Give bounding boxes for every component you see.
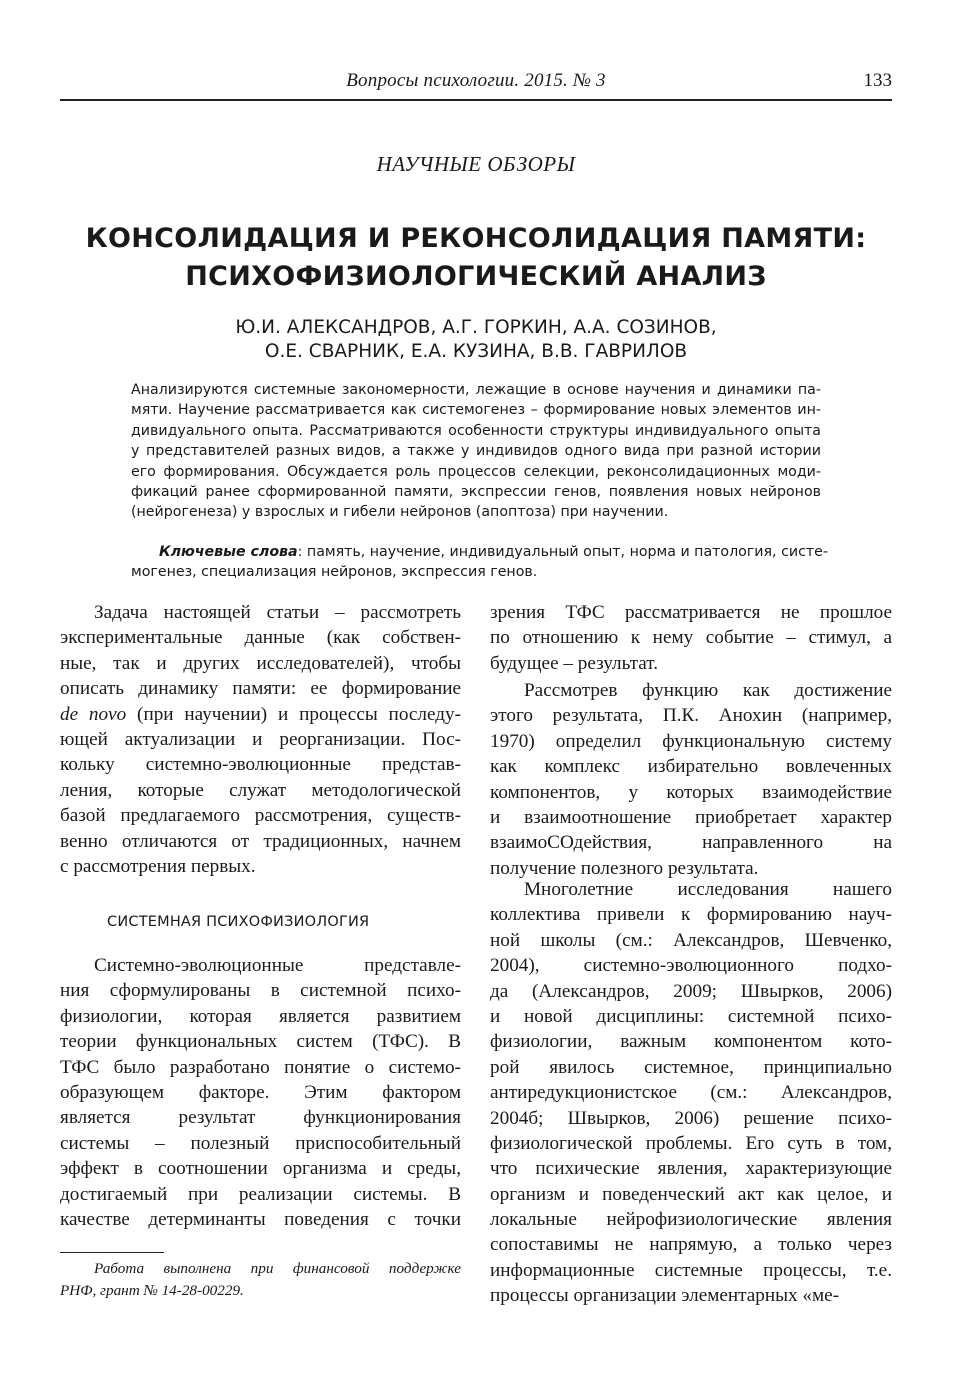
authors-line: О.Е. СВАРНИК, Е.А. КУЗИНА, В.В. ГАВРИЛОВ (264, 341, 688, 362)
text-line: базой предлагаемого рассмотрения, существ- (60, 805, 461, 827)
text-line: и новой дисциплины: системной психо- (490, 1005, 892, 1027)
text-line: сопоставимы не напрямую, а только через (490, 1234, 892, 1256)
text-line: экспериментальные данные (как собствен- (60, 627, 461, 649)
keywords-line (131, 542, 829, 562)
text-line: физиологической проблемы. Его суть в том, (490, 1132, 892, 1154)
text-line: с рассмотрения первых. (60, 855, 256, 877)
latin-term: de novo (60, 703, 127, 725)
text-line: рой явилось системное, принципиально (490, 1056, 892, 1078)
journal-title: Вопросы психологии. 2015. № 3 (346, 70, 606, 91)
text-line: зрения ТФС рассматривается не прошлое (490, 602, 892, 623)
keywords-line: могенез, специализация нейронов, экспрессия генов. (131, 564, 538, 581)
footnote-rule (60, 1252, 164, 1253)
abstract (131, 380, 821, 523)
text-line: достигаемый при реализации системы. В (60, 1183, 461, 1205)
text-line: ные, так и других исследователей), чтобы (60, 652, 461, 674)
text-line: физиологии, важным компонентом кото- (490, 1031, 892, 1053)
right-paragraph-2 (490, 678, 892, 881)
abstract-line: фикаций ранее сформированной памяти, экспрессии генов, появления новых нейронов (131, 484, 821, 501)
text-line: качестве детерминанты поведения с точки (60, 1208, 461, 1230)
footnote-line: РНФ, грант № 14-28-00229. (60, 1282, 244, 1299)
section-paragraph (60, 953, 461, 1232)
intro-paragraph (60, 600, 461, 879)
text-line: ления, которые служат методологической (60, 779, 461, 801)
text-line: образующем факторе. Этим фактором (60, 1081, 461, 1103)
text-line: ной школы (см.: Александров, Шевченко, (490, 929, 892, 951)
authors-line: Ю.И. АЛЕКСАНДРОВ, А.Г. ГОРКИН, А.А. СОЗИНОВ, (235, 317, 717, 338)
page-number: 133 (863, 70, 892, 91)
text-line: Задача настоящей статьи – рассмотреть (94, 602, 461, 623)
text-line: физиологии, которая является развитием (60, 1005, 461, 1027)
text-line: 1970) определил функциональную систему (490, 730, 892, 752)
right-paragraph-1 (490, 600, 892, 676)
text-line: взаимоСОдействия, направленного на (490, 832, 892, 854)
text-line: венно отличаются от традиционных, начнем (60, 830, 461, 852)
keywords (131, 542, 829, 583)
title-line: ПСИХОФИЗИОЛОГИЧЕСКИЙ АНАЛИЗ (185, 261, 767, 292)
text-line: процессы организации элементарных «ме- (490, 1285, 840, 1307)
text-line: системы – полезный приспособительный (60, 1132, 461, 1154)
text-line: теории функциональных систем (ТФС). В (60, 1031, 461, 1053)
header-rule (60, 99, 892, 101)
text-line: ТФС было разработано понятие о системо- (60, 1056, 461, 1078)
abstract-line: (нейрогенеза) у взрослых и гибели нейронов (апоптоза) при научении. (131, 504, 669, 521)
text-line: организм и поведенческий акт как целое, и (490, 1183, 892, 1205)
text-line: 2004), системно-эволюционного подхо- (490, 955, 892, 977)
footnote-line: Работа выполнена при финансовой поддержке (94, 1260, 461, 1277)
text-line: эффект в соотношении организма и среды, (60, 1158, 461, 1180)
abstract-line: его формирования. Обсуждается роль процессов селекции, реконсолидационных моди- (131, 463, 821, 480)
text-line: кольку системно-эволюционные представ- (60, 754, 461, 776)
section-heading: НАУЧНЫЕ ОБЗОРЫ (376, 152, 576, 176)
text-line: антиредукционистское (см.: Александров, (490, 1082, 892, 1104)
text-line: как комплекс избирательно вовлеченных (490, 756, 892, 778)
abstract-line: Анализируются системные закономерности, лежащие в основе научения и динамики па- (131, 382, 821, 398)
footnote (60, 1258, 461, 1302)
text-line: Рассмотрев функцию как достижение (524, 680, 892, 701)
title-line: КОНСОЛИДАЦИЯ И РЕКОНСОЛИДАЦИЯ ПАМЯТИ: (85, 223, 867, 254)
right-paragraph-3 (490, 877, 892, 1309)
abstract-line: дивидуального опыта. Рассматриваются особенности структуры индивидуального опыта (131, 422, 821, 439)
running-head (60, 70, 892, 100)
text-line: описать динамику памяти: ее формирование (60, 678, 461, 700)
text-line: коллектива привели к формированию науч- (490, 904, 892, 926)
article-title (60, 220, 892, 296)
text-line: получение полезного результата. (490, 857, 759, 879)
text-line: Системно-эволюционные представле- (94, 955, 461, 976)
authors (60, 316, 892, 364)
subheading: СИСТЕМНАЯ ПСИХОФИЗИОЛОГИЯ (107, 914, 370, 930)
text-fragment: (при научении) и процессы последу- (126, 703, 461, 725)
text-line: что психические явления, характеризующие (490, 1158, 892, 1180)
abstract-line: мяти. Научение рассматривается как системогенез – формирование новых элементов ин- (131, 402, 821, 419)
text-line: локальные нейрофизиологические явления (490, 1209, 892, 1231)
text-line: этого результата, П.К. Анохин (например, (490, 705, 892, 727)
text-line: ющей актуализации и реорганизации. Пос- (60, 728, 461, 750)
text-line: информационные системные процессы, т.е. (490, 1259, 892, 1281)
keywords-label: Ключевые слова (159, 544, 298, 560)
text-line: ния сформулированы в системной психо- (60, 980, 461, 1002)
text-line (60, 702, 461, 727)
text-line: и взаимоотношение приобретает характер (490, 806, 892, 828)
abstract-line: у представителей разных видов, а также у индивидов одного вида при разной истории (131, 443, 821, 460)
text-line: компонентов, у которых взаимодействие (490, 781, 892, 803)
keywords-text: : память, научение, индивидуальный опыт, норма и патология, систе- (297, 544, 829, 560)
text-line: да (Александров, 2009; Швырков, 2006) (490, 980, 892, 1002)
text-line: будущее – результат. (490, 652, 659, 674)
text-line: Многолетние исследования нашего (524, 879, 892, 900)
text-line: является результат функционирования (60, 1107, 461, 1129)
text-line: 2004б; Швырков, 2006) решение психо- (490, 1107, 892, 1129)
text-line: по отношению к нему событие – стимул, а (490, 627, 892, 649)
